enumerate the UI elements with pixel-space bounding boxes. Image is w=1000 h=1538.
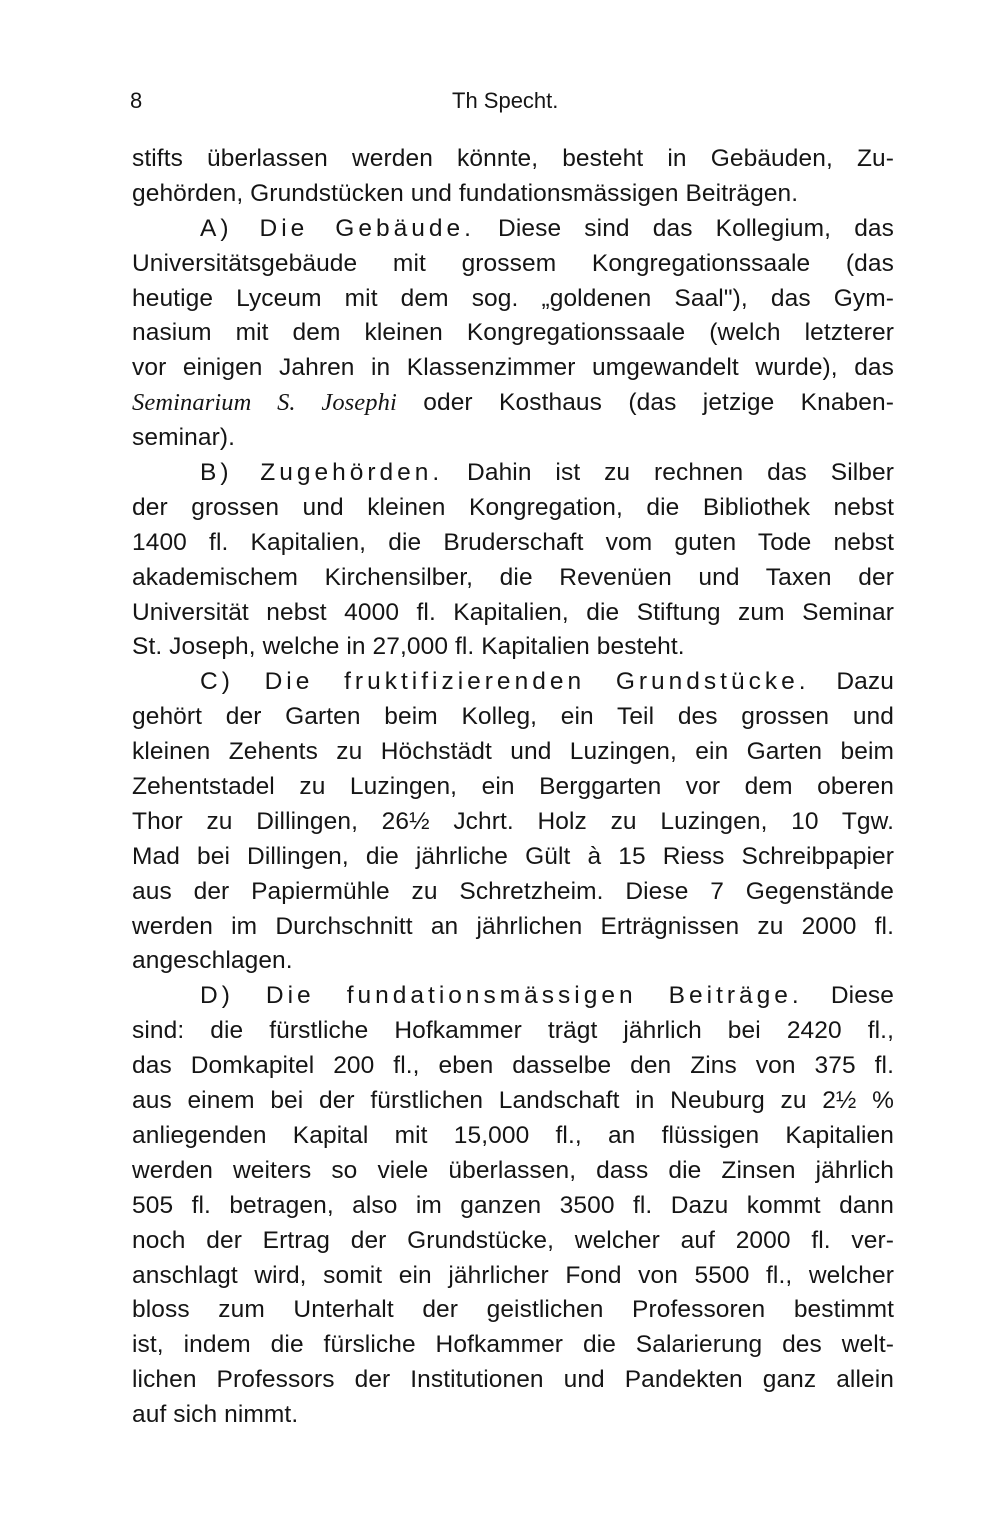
page-header — [130, 84, 890, 118]
text-line: angeschlagen. — [132, 947, 293, 975]
text-line: Zehentstadel zu Luzingen, ein Berggarten vor dem oberen — [132, 773, 894, 801]
text-line: Seminarium S. Josephi oder Kosthaus (das jetzige Knaben- — [132, 389, 894, 417]
text-line: anliegenden Kapital mit 15,000 fl., an flüssigen Kapitalien — [132, 1121, 894, 1149]
text-line: sind: die fürstliche Hofkammer trägt jährlich bei 2420 fl., — [132, 1017, 894, 1045]
section-b-line: B) Zugehörden. Dahin ist zu rechnen das Silber — [200, 459, 894, 487]
text-line: lichen Professors der Institutionen und Pandekten ganz allein — [132, 1366, 894, 1394]
text-line: werden weiters so viele überlassen, dass die Zinsen jährlich — [132, 1156, 894, 1184]
italic-term: Seminarium S. Josephi — [132, 389, 397, 417]
text-line: 1400 fl. Kapitalien, die Bruderschaft vom guten Tode nebst — [132, 528, 894, 556]
text-line: werden im Durchschnitt an jährlichen Erträgnissen zu 2000 fl. — [132, 912, 894, 940]
section-heading: C) Die fruktifizierenden Grundstücke. — [200, 668, 810, 696]
text-line: kleinen Zehents zu Höchstädt und Luzingen, ein Garten beim — [132, 738, 894, 766]
running-head: Th Specht. — [452, 88, 559, 113]
text-line: Universitätsgebäude mit grossem Kongregationssaale (das — [132, 249, 894, 277]
text-line: vor einigen Jahren in Klassenzimmer umgewandelt wurde), das — [132, 354, 894, 382]
section-c-line: C) Die fruktifizierenden Grundstücke. Dazu — [200, 668, 894, 696]
text-line: der grossen und kleinen Kongregation, die Bibliothek nebst — [132, 493, 894, 521]
text-line: bloss zum Unterhalt der geistlichen Professoren bestimmt — [132, 1296, 894, 1324]
text-line: aus einem bei der fürstlichen Landschaft in Neuburg zu 2½ % — [132, 1087, 894, 1115]
text-line: noch der Ertrag der Grundstücke, welcher auf 2000 fl. ver- — [132, 1226, 894, 1254]
text-line: auf sich nimmt. — [132, 1401, 299, 1429]
text-line: Mad bei Dillingen, die jährliche Gült à 15 Riess Schreibpapier — [132, 842, 894, 870]
text-line: nasium mit dem kleinen Kongregationssaale (welch letzterer — [132, 319, 894, 347]
text-line: akademischem Kirchensilber, die Revenüen und Taxen der — [132, 563, 894, 591]
text-line: das Domkapitel 200 fl., eben dasselbe den Zins von 375 fl. — [132, 1052, 894, 1080]
text-line: gehört der Garten beim Kolleg, ein Teil des grossen und — [132, 703, 894, 731]
text-line: ist, indem die fürsliche Hofkammer die Salarierung des welt- — [132, 1331, 894, 1359]
body-text — [132, 142, 894, 1433]
section-heading: B) Zugehörden. — [200, 459, 444, 487]
section-heading: A) Die Gebäude. — [200, 214, 475, 242]
text-line: aus der Papiermühle zu Schretzheim. Diese 7 Gegenstände — [132, 877, 894, 905]
section-d-line: D) Die fundationsmässigen Beiträge. Diese — [200, 982, 894, 1010]
text-line: seminar). — [132, 424, 236, 452]
text-line: stifts überlassen werden könnte, besteht in Gebäuden, Zu- — [132, 145, 894, 172]
text-line: 505 fl. betragen, also im ganzen 3500 fl. Dazu kommt dann — [132, 1191, 894, 1219]
text-line: gehörden, Grundstücken und fundationsmässigen Beiträgen. — [132, 179, 799, 207]
page-number: 8 — [130, 88, 143, 113]
text-line: anschlagt wird, somit ein jährlicher Fond von 5500 fl., welcher — [132, 1261, 894, 1289]
text-line: St. Joseph, welche in 27,000 fl. Kapitalien besteht. — [132, 633, 685, 661]
text-line: Universität nebst 4000 fl. Kapitalien, die Stiftung zum Seminar — [132, 598, 894, 626]
text-line: Thor zu Dillingen, 26½ Jchrt. Holz zu Luzingen, 10 Tgw. — [132, 807, 894, 835]
text-line: heutige Lyceum mit dem sog. „goldenen Saal"), das Gym- — [132, 284, 894, 312]
section-heading: D) Die fundationsmässigen Beiträge. — [200, 982, 803, 1010]
section-a-line: A) Die Gebäude. Diese sind das Kollegium, das — [200, 214, 894, 242]
